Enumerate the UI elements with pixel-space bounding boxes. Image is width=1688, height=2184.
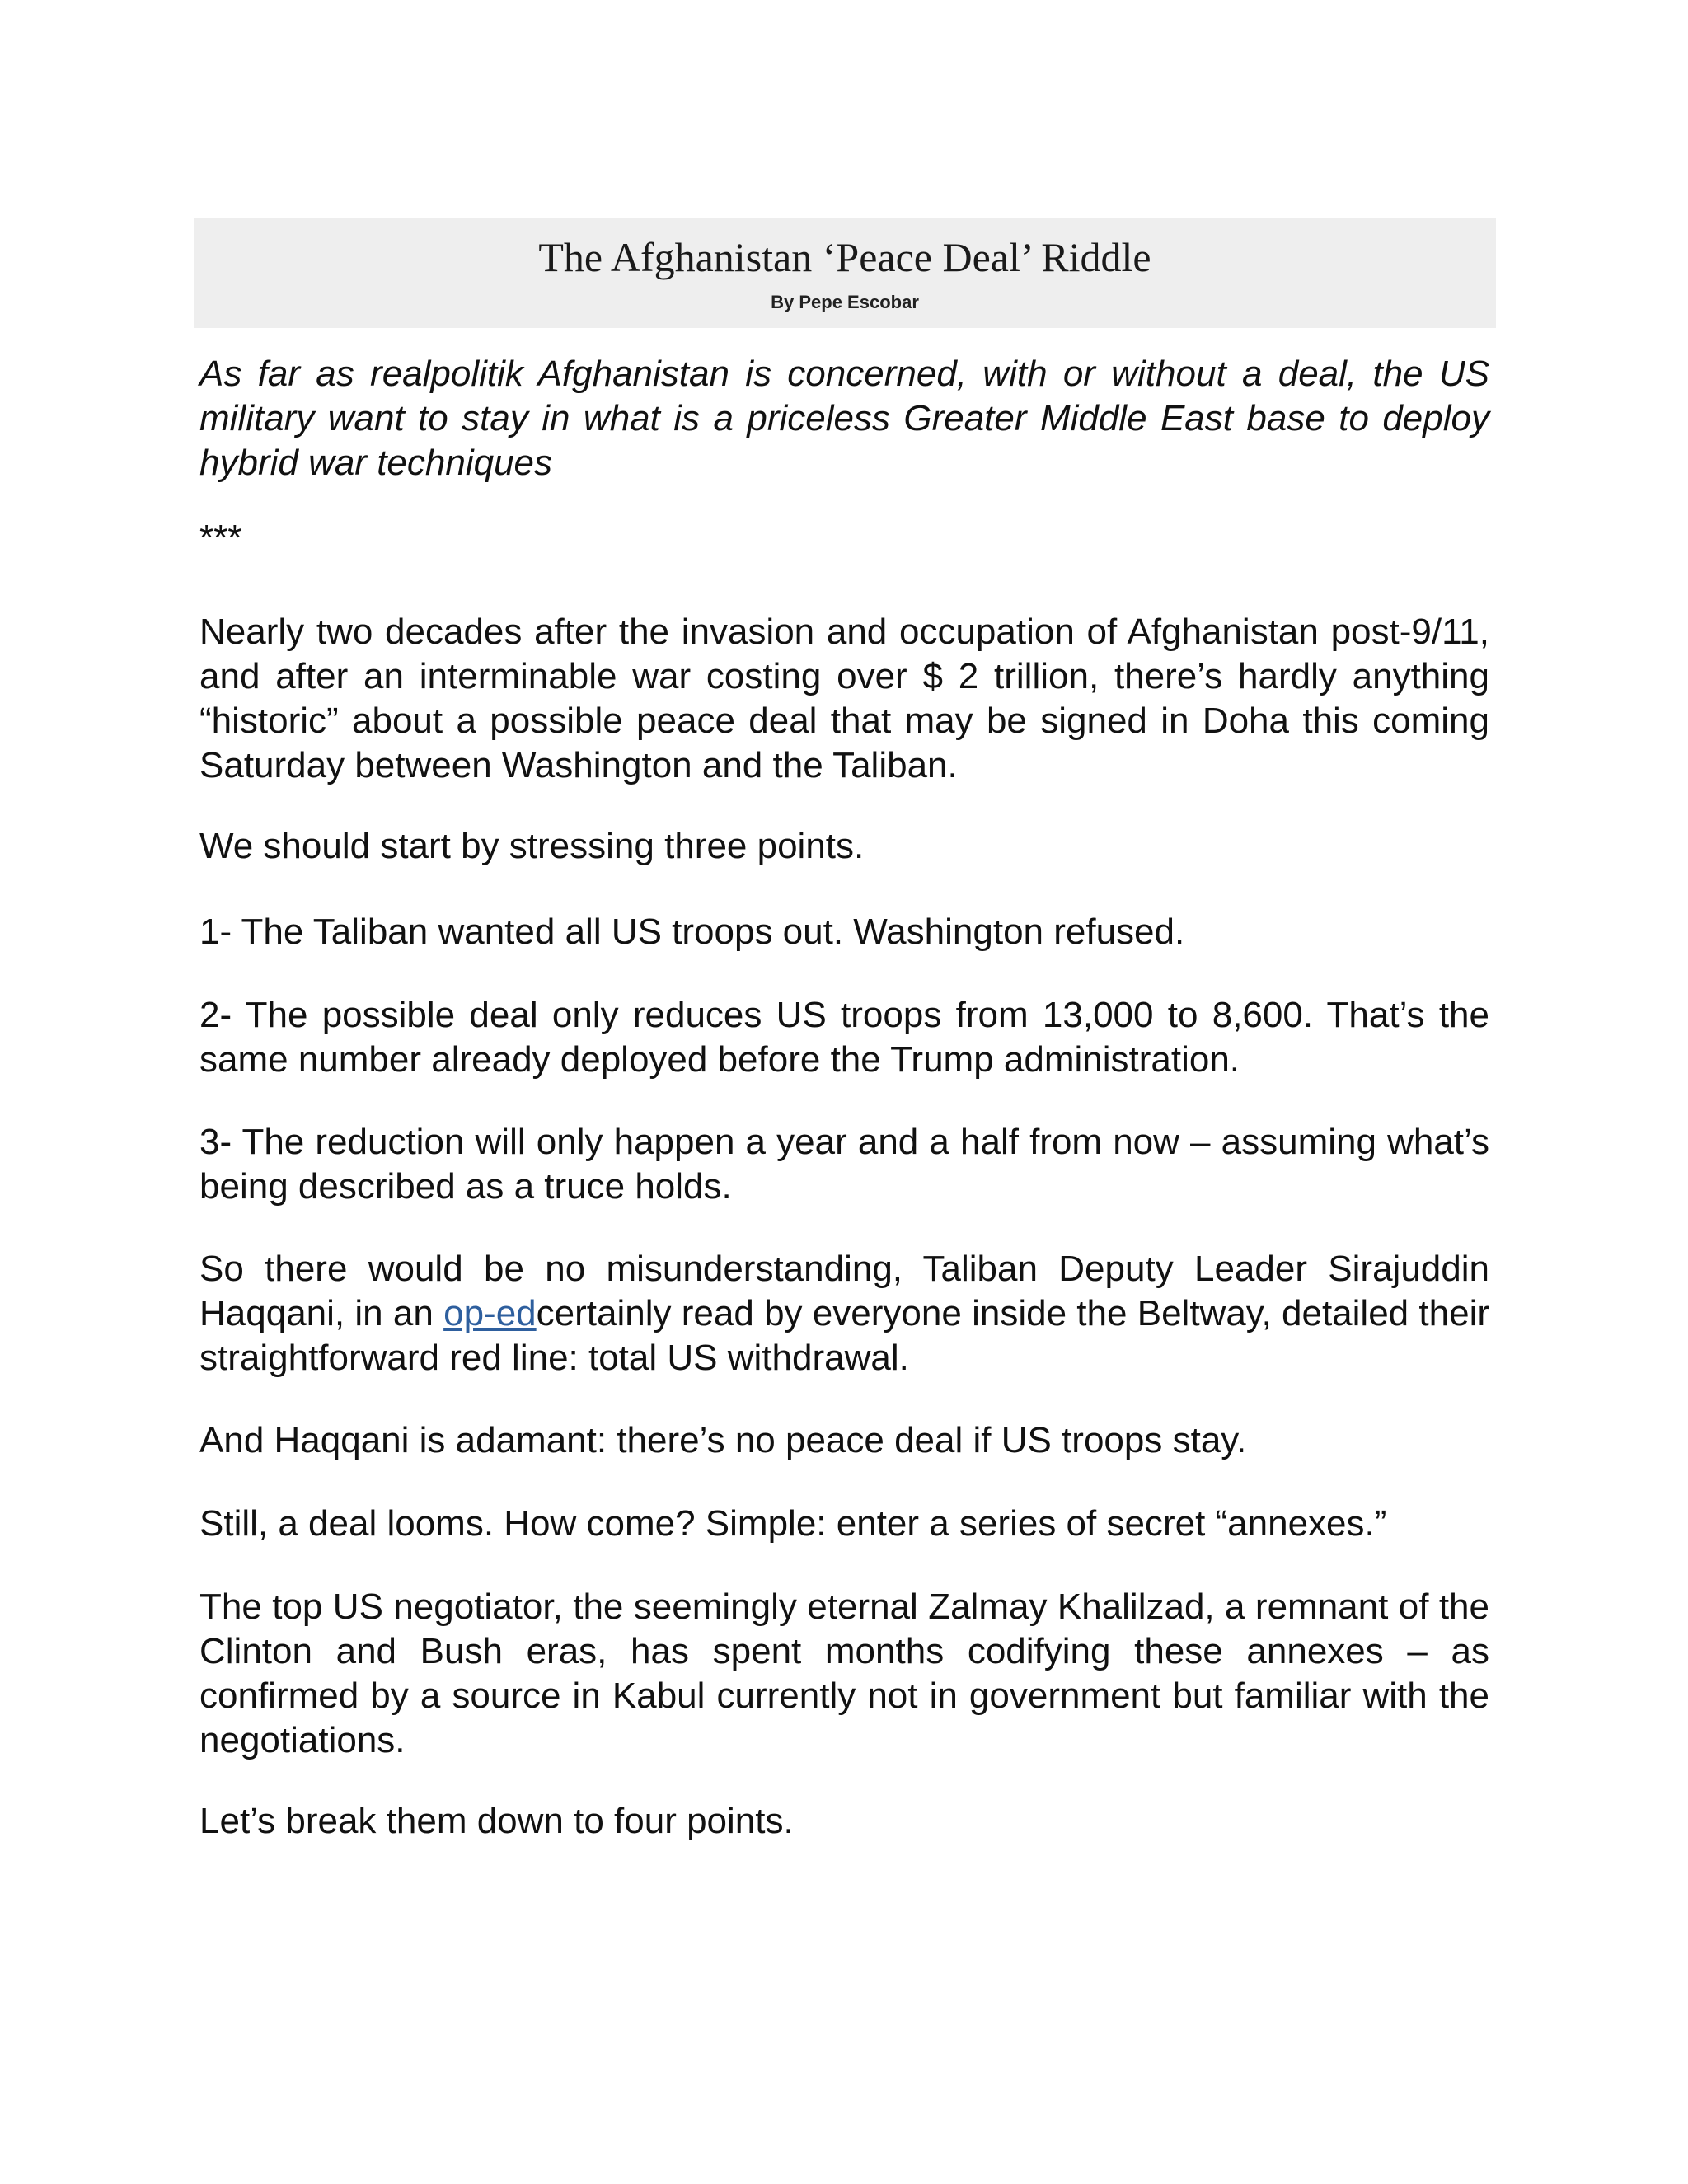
paragraph-4: 2- The possible deal only reduces US troops from 13,000 to 8,600. That’s the same number already deployed before the Trump administration.	[199, 995, 1489, 1080]
article-title: The Afghanistan ‘Peace Deal’ Riddle	[538, 234, 1151, 280]
paragraph-1: Nearly two decades after the invasion and occupation of Afghanistan post-9/11, and after an interminable war costing over $ 2 trillion, there’s hardly anything “historic” about a possible peace deal that may be signed in Doha this coming Saturday between Washington and the Taliban.	[199, 612, 1489, 785]
paragraph-6	[199, 1247, 1489, 1380]
article-lead: As far as realpolitik Afghanistan is concerned, with or without a deal, the US military want to stay in what is a priceless Greater Middle East base to deploy hybrid war techniques	[199, 354, 1489, 483]
section-separator: ***	[199, 518, 242, 558]
paragraph-10: Let’s break them down to four points.	[199, 1801, 794, 1841]
paragraph-6-text-end: certainly read by everyone inside the Beltway, detailed their straightforward red line: total US withdrawal.	[199, 1293, 1489, 1378]
paragraph-9: The top US negotiator, the seemingly eternal Zalmay Khalilzad, a remnant of the Clinton and Bush eras, has spent months codifying these annexes – as confirmed by a source in Kabul currently not in government but familiar with the negotiations.	[199, 1586, 1489, 1760]
article-byline: By Pepe Escobar	[771, 292, 919, 312]
paragraph-2: We should start by stressing three points.	[199, 826, 865, 866]
paragraph-6-text-start: So there would be no misunderstanding, Taliban Deputy Leader Sirajuddin Haqqani, in an	[199, 1249, 1489, 1333]
op-ed-link[interactable]: op-ed	[443, 1293, 537, 1333]
paragraph-5: 3- The reduction will only happen a year and a half from now – assuming what’s being described as a truce holds.	[199, 1122, 1489, 1207]
paragraph-3: 1- The Taliban wanted all US troops out. Washington refused.	[199, 912, 1185, 952]
article-header	[194, 218, 1496, 328]
paragraph-7: And Haqqani is adamant: there’s no peace deal if US troops stay.	[199, 1420, 1247, 1460]
paragraph-8: Still, a deal looms. How come? Simple: enter a series of secret “annexes.”	[199, 1503, 1387, 1544]
